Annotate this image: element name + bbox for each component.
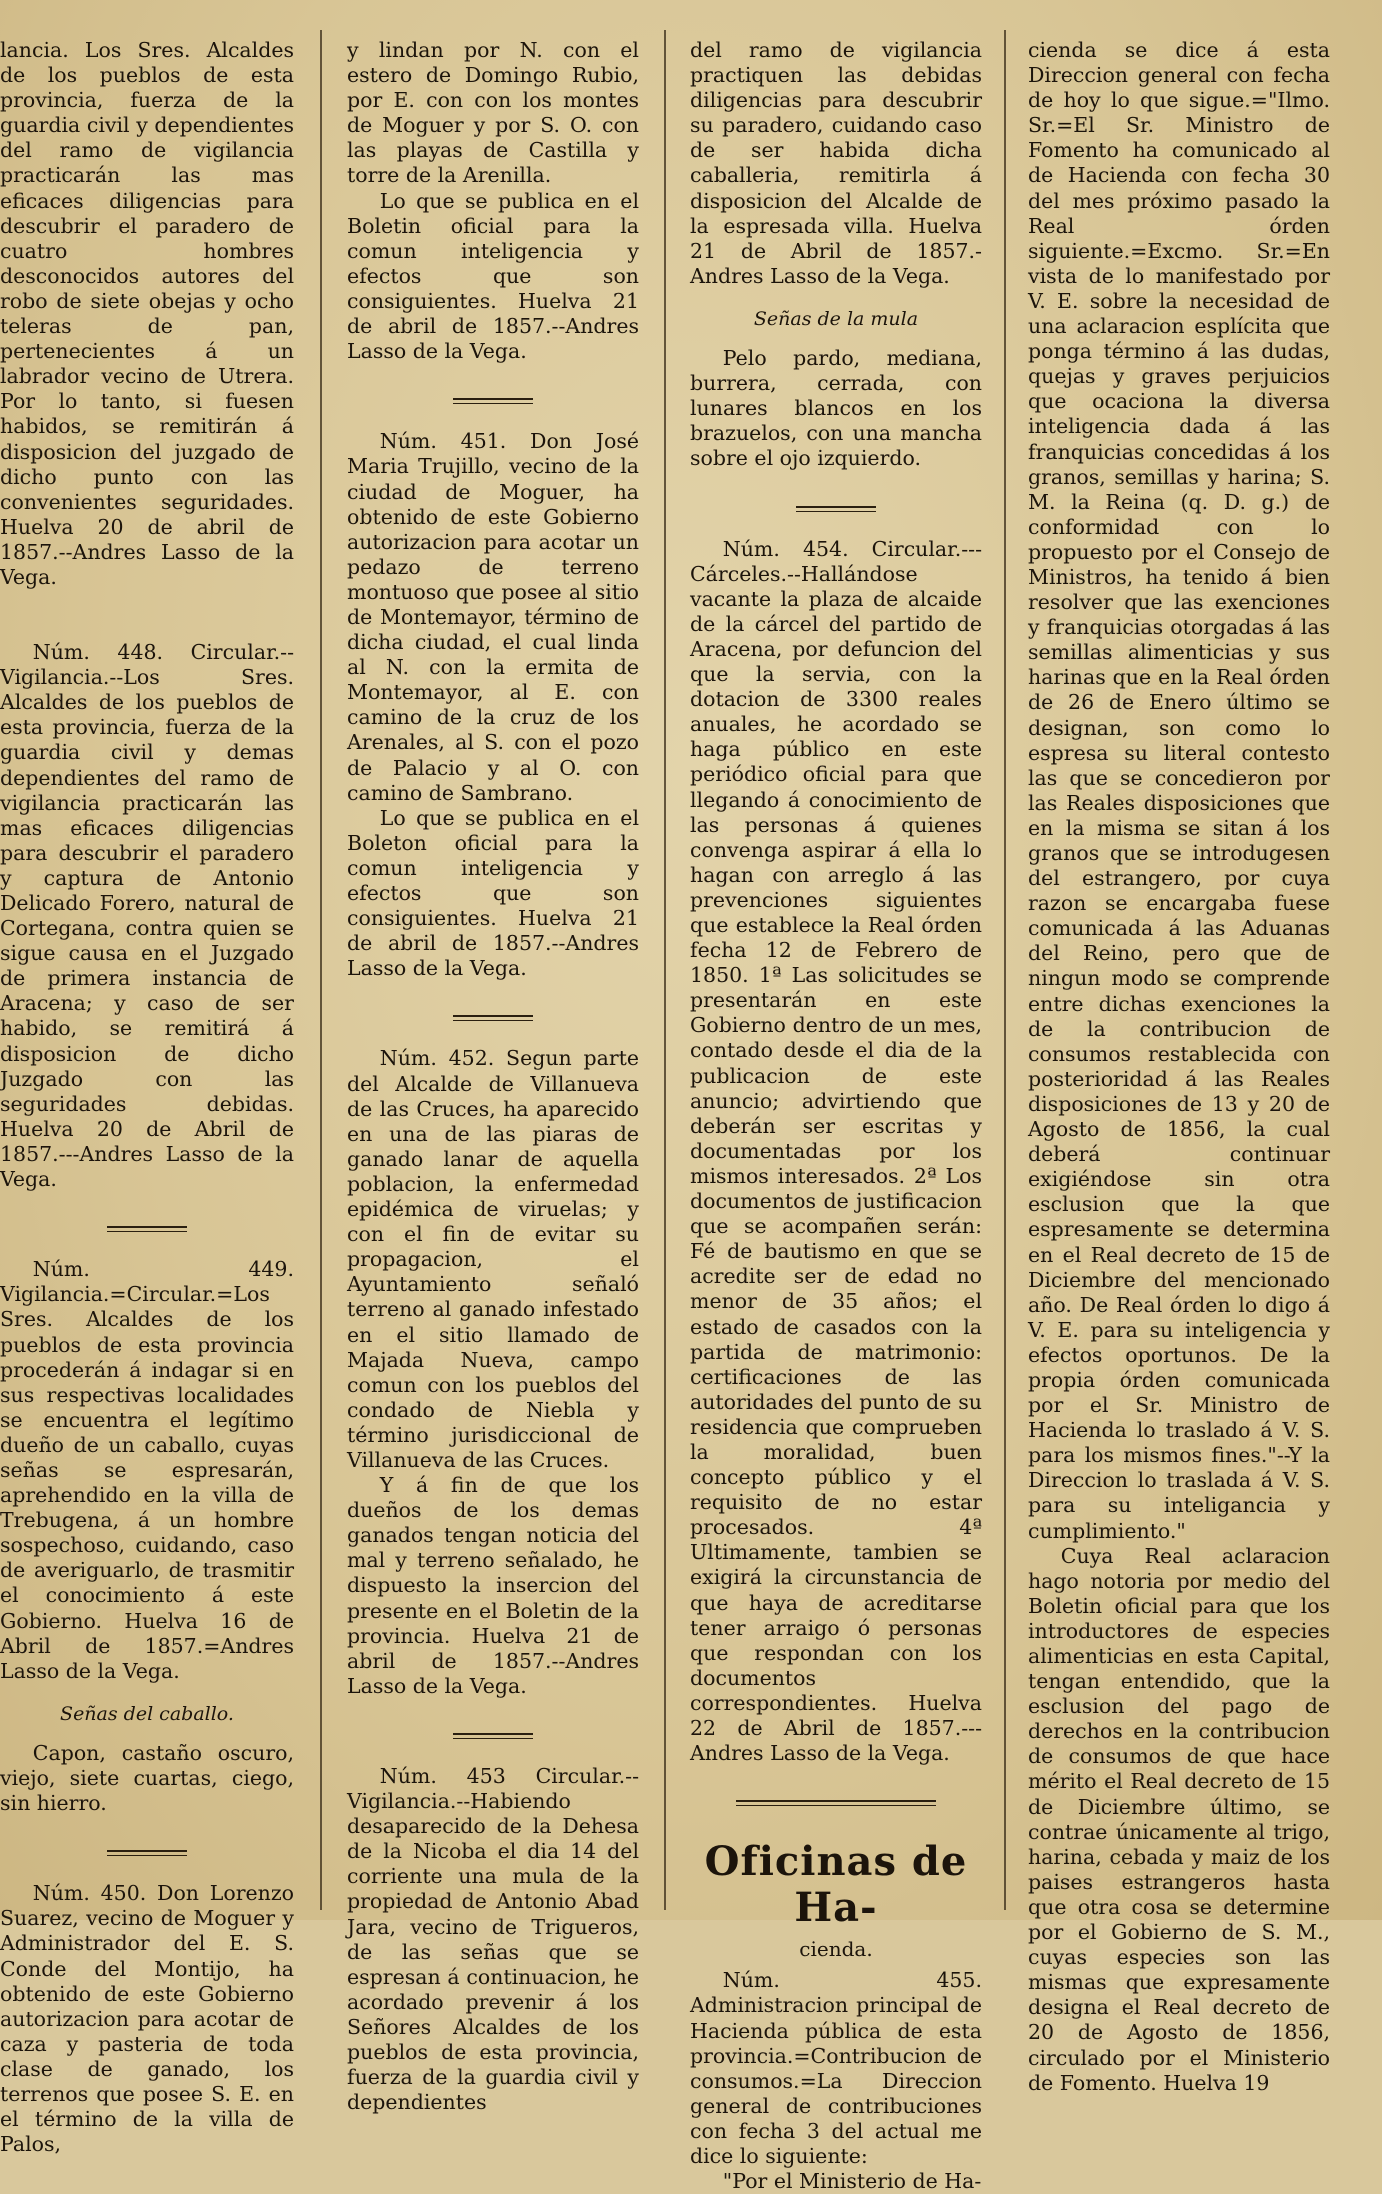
senas-mula-title: Señas de la mula	[753, 307, 919, 330]
separator	[347, 1003, 639, 1028]
column-2	[347, 38, 639, 2115]
senas-caballo: Capon, castaño oscuro, viejo, siete cuartas, ciego, sin hierro.	[0, 1740, 294, 1816]
article-453: Núm. 453 Circular.--Vigilancia.--Habiendo desaparecido de la Dehesa de la Nicoba el dia 14 del corriente una mula de la propiedad de Antonio Abad Jara, vecino de Trigueros, de las señas que se espresan á continuacion, he acordado prevenir á los Señores Alcaldes de los pueblos de esta provincia, fuerza de la guardia civil y dependientes	[347, 1764, 639, 2115]
article-455: Núm. 455. Administracion principal de Hacienda pública de esta provincia.=Contribucion de consumos.=La Direccion general de contribuciones con fecha 3 del actual me dice lo siguiente: "Por el Ministerio de Ha-	[690, 1968, 982, 2194]
separator	[690, 1788, 982, 1813]
article-454: Núm. 454. Circular.---Cárceles.--Hallándose vacante la plaza de alcaide de la cárcel del partido de Aracena, por defuncion del que la servia, con la dotacion de 3300 reales anuales, he acordado se haga público en este periódico oficial para que llegando á conocimiento de las personas á quienes convenga aspirar á ella lo hagan con arreglo á las prevenciones siguientes que establece la Real órden fecha 12 de Febrero de 1850. 1ª Las solicitudes se presentarán en este Gobierno dentro de un mes, contado desde el dia de la publicacion de este anuncio; advirtiendo que deberán ser escritas y documentadas por los mismos interesados. 2ª Los documentos de justificacion que se acompañen serán: Fé de bautismo en que se acredite ser de edad no menor de 35 años; el estado de casados con la partida de matrimonio: certificaciones de las autoridades del punto de su residencia que comprueben la moralidad, buen concepto público y el requisito de no estar procesados. 4ª Ultimamente, tambien se exigirá la circunstancia de que haya de acreditarse tener arraigo ó personas que respondan con los documentos correspondientes. Huelva 22 de Abril de 1857.---Andres Lasso de la Vega.	[690, 536, 982, 1766]
senas-mula: Pelo pardo, mediana, burrera, cerrada, con lunares blancos en los brazuelos, con una mancha sobre el ojo izquierdo.	[690, 346, 982, 471]
separator	[347, 1721, 639, 1746]
article-453-cont: del ramo de vigilancia practiquen las debidas diligencias para descubrir su paradero, cuidando caso de ser habida dicha caballeria, remitirla á disposicion del Alcalde de la espresada villa. Huelva 21 de Abril de 1857.- Andres Lasso de la Vega.	[690, 38, 982, 288]
article-452: Núm. 452. Segun parte del Alcalde de Villanueva de las Cruces, ha aparecido en una de las piaras de ganado lanar de aquella poblacion, la enfermedad epidémica de viruelas; y con el fin de evitar su propagacion, el Ayuntamiento señaló terreno al ganado infestado en el sitio llamado de Majada Nueva, campo comun con los pueblos del condado de Niebla y término jurisdiccional de Villanueva de las Cruces. Y á fin de que los dueños de los demas ganados tengan noticia del mal y terreno señalado, he dispuesto la insercion del presente en el Boletin de la provincia. Huelva 21 de abril de 1857.--Andres Lasso de la Vega.	[347, 1046, 639, 1698]
column-rule	[1004, 30, 1006, 1910]
section-title: Oficinas de Ha-	[704, 1838, 968, 1932]
article-448: Núm. 448. Circular.--Vigilancia.--Los Sres. Alcaldes de los pueblos de esta provincia, fuerza de la guardia civil y demas dependientes del ramo de vigilancia practicarán las mas eficaces diligencias para descubrir el paradero y captura de Antonio Delicado Forero, natural de Cortegana, contra quien se sigue causa en el Juzgado de primera instancia de Aracena; y caso de ser habido, se remitirá á disposicion de dicho Juzgado con las seguridades debidas. Huelva 20 de Abril de 1857.---Andres Lasso de la Vega.	[0, 640, 294, 1192]
senas-caballo-title: Señas del caballo.	[60, 1702, 234, 1725]
separator	[0, 1838, 294, 1863]
column-rule	[664, 30, 666, 1910]
article-450: Núm. 450. Don Lorenzo Suarez, vecino de Moguer y Administrador del E. S. Conde del Montijo, ha obtenido de este Gobierno autorizacion para acotar de caza y pasteria de toda clase de ganado, los terrenos que posee S. E. en el término de la villa de Palos,	[0, 1881, 294, 2157]
separator	[0, 1214, 294, 1239]
separator	[347, 386, 639, 411]
column-1	[0, 38, 294, 2157]
column-3	[690, 38, 982, 2194]
article-455-cont: cienda se dice á esta Direccion general con fecha de hoy lo que sigue.="Ilmo. Sr.=El Sr. Ministro de Fomento ha comunicado al de Hacienda con fecha 30 del mes próximo pasado la Real órden siguiente.=Excmo. Sr.=En vista de lo manifestado por V. E. sobre la necesidad de una aclaracion esplícita que ponga término á las dudas, quejas y graves perjuicios que ocaciona la diversa inteligencia dada á las franquicias concedidas á los granos, semillas y harina; S. M. la Reina (q. D. g.) de conformidad con lo propuesto por el Consejo de Ministros, ha tenido á bien resolver que las exenciones y franquicias otorgadas á las semillas alimenticias y sus harinas que en la Real órden de 26 de Enero último se designan, son como lo espresa su literal contesto las que se concedieron por las Reales disposiciones que en la misma se sitan á los granos que se introdugesen del estrangero, por cuya razon se encargaba fuese comunicada á las Aduanas del Reino, pero que de ningun modo se comprende entre dichas exenciones la de la contribucion de consumos restablecida con posterioridad á las Reales disposiciones de 13 y 20 de Agosto de 1856, la cual deberá continuar exigiéndose sin otra esclusion que la que espresamente se determina en el Real decreto de 15 de Diciembre del mencionado año. De Real órden lo digo á V. E. para su inteligencia y efectos oportunos. De la propia órden comunicada por el Sr. Ministro de Hacienda lo traslado á V. S. para los mismos fines."--Y la Direccion lo traslada á V. S. para su inteligancia y cumplimiento." Cuya Real aclaracion hago notoria por medio del Boletin oficial para que los introductores de especies alimenticias en esta Capital, tengan entendido, que la esclusion del pago de derechos en la contribucion de consumos de que hace mérito el Real decreto de 15 de Diciembre último, se contrae únicamente al trigo, harina, cebada y maiz de los paises estrangeros hasta que otra cosa se determine por el Gobierno de S. M., cuyas especies son las mismas que expresamente designa el Real decreto de 20 de Agosto de 1856, circulado por el Ministerio de Fomento. Huelva 19	[1028, 38, 1330, 2095]
article-449: Núm. 449. Vigilancia.=Circular.=Los Sres. Alcaldes de los pueblos de esta provincia procederán á indagar si en sus respectivas localidades se encuentra el legítimo dueño de un caballo, cuyas señas se espresarán, aprehendido en la villa de Trebugena, á un hombre sospechoso, cuidando, caso de averiguarlo, de trasmitir el conocimiento á este Gobierno. Huelva 16 de Abril de 1857.=Andres Lasso de la Vega.	[0, 1257, 294, 1683]
article-450-cont: y lindan por N. con el estero de Domingo Rubio, por E. con con los montes de Moguer y por S. O. con las playas de Castilla y torre de la Arenilla. Lo que se publica en el Boletin oficial para la comun inteligencia y efectos que son consiguientes. Huelva 21 de abril de 1857.--Andres Lasso de la Vega.	[347, 38, 639, 364]
column-4	[1028, 38, 1330, 2095]
section-title-cont: cienda.	[799, 1937, 873, 1962]
column-rule	[320, 30, 322, 1910]
article-top: lancia. Los Sres. Alcaldes de los pueblos de esta provincia, fuerza de la guardia civil y dependientes del ramo de vigilancia practicarán las mas eficaces diligencias para descubrir el paradero de cuatro hombres desconocidos autores del robo de siete obejas y ocho teleras de pan, pertenecientes á un labrador vecino de Utrera. Por lo tanto, si fuesen habidos, se remitirán á disposicion del juzgado de dicho punto con las convenientes seguridades. Huelva 20 de abril de 1857.--Andres Lasso de la Vega.	[0, 38, 294, 589]
article-451: Núm. 451. Don José Maria Trujillo, vecino de la ciudad de Moguer, ha obtenido de este Gobierno autorizacion para acotar un pedazo de terreno montuoso que posee al sitio de Montemayor, término de dicha ciudad, el cual linda al N. con la ermita de Montemayor, al E. con camino de la cruz de los Arenales, al S. con el pozo de Palacio y al O. con camino de Sambrano. Lo que se publica en el Boleton oficial para la comun inteligencia y efectos que son consiguientes. Huelva 21 de abril de 1857.--Andres Lasso de la Vega.	[347, 429, 639, 981]
section-heading	[690, 1839, 982, 1962]
separator	[690, 494, 982, 519]
